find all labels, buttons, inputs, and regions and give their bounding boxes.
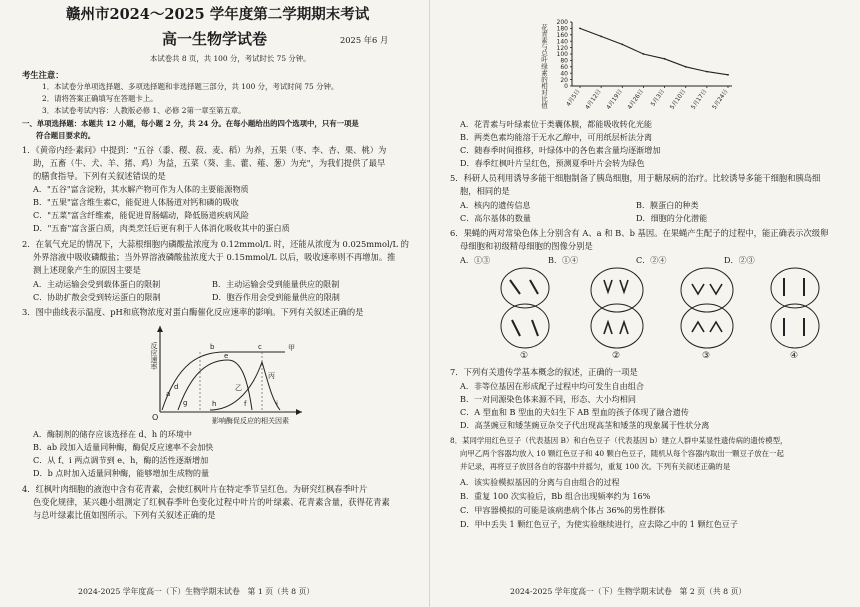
cell-figure-3 — [681, 268, 733, 361]
q3-ylabel: 反应速率 — [150, 342, 158, 370]
q3-origin: O — [152, 413, 159, 422]
q3-label-d: d — [174, 383, 179, 391]
q4-x-tick-label: 4月26日 — [627, 88, 646, 111]
cell-figure-1 — [501, 268, 549, 361]
q2-option-d: D．胞吞作用会受到能量供应的限制 — [212, 292, 340, 302]
exam-subtitle: 高一生物学试卷 — [162, 30, 268, 48]
q4-data-point — [579, 28, 581, 30]
q5-option-a: A．核内的遗传信息 — [460, 200, 531, 210]
q4-data-point — [600, 36, 602, 38]
q3-option-c: C．从 f、i 两点调节到 e、h，酶的活性逐渐增加 — [33, 455, 209, 465]
q7-option-c: C．A 型血和 B 型血的夫妇生下 AB 型血的孩子体现了融合遗传 — [460, 407, 689, 417]
q7-option-d: D．高茎豌豆和矮茎豌豆杂交子代出现高茎和矮茎的现象属于性状分离 — [460, 420, 710, 430]
note-item: 2．请将答案正确填写在答题卡上。 — [42, 94, 158, 103]
q4-data-point — [727, 74, 729, 76]
q4-y-tick-label: 0 — [564, 83, 568, 91]
q4-y-tick-label: 140 — [556, 38, 568, 46]
page-footer: 2024-2025 学年度高一（下）生物学期末试卷 第 1 页（共 8 页） — [78, 587, 315, 596]
q4-stem: 与总叶绿素比值如图所示。下列有关叙述正确的是 — [33, 510, 216, 520]
q1-option-d: D．"五畜"富含蛋白质，肉类烹饪后更有利于人体消化吸收其中的蛋白质 — [33, 223, 290, 233]
q6-option-d: D．②③ — [724, 255, 755, 265]
q8-stem: 8．某同学用红色豆子（代表基因 B）和白色豆子（代表基因 b）建立人群中某显性遗传病的遗传模型， — [450, 436, 788, 445]
q1-stem: 1．《黄帝内经·素问》中提到："五谷（黍、稷、菽、麦、稻）为养，五果（枣、李、杏、栗、桃）为 — [22, 145, 387, 155]
cell-figure-1-label: ① — [520, 351, 529, 361]
q4-option-d: D．春季红枫叶片呈红色，预测夏季叶片会转为绿色 — [460, 158, 645, 168]
q5-stem: 5．科研人员利用诱导多能干细胞制备了胰岛细胞，用于糖尿病的治疗。比较诱导多能干细胞和胰岛细 — [450, 173, 821, 183]
section-heading-cont: 符合题目要求的。 — [36, 131, 96, 140]
q8-stem: 并记录，再将豆子放回各自的容器中并摇匀，重复 100 次。下列有关叙述正确的是 — [460, 462, 731, 471]
q8-option-c: C．甲容器模拟的可能是该病患病个体占 36%的男性群体 — [460, 505, 665, 515]
exam-info: 本试卷共 8 页，共 100 分，考试时长 75 分钟。 — [150, 54, 311, 63]
q4-y-tick-label: 60 — [560, 64, 568, 71]
notes-heading: 考生注意： — [22, 70, 64, 80]
q3-label-jia: 甲 — [288, 344, 295, 352]
q1-stem: 的膳食指导。下列有关叙述错误的是 — [33, 171, 166, 181]
q4-y-tick-label: 120 — [556, 44, 568, 52]
q6-option-c: C．②④ — [636, 255, 667, 265]
q4-y-tick-label: 40 — [560, 70, 568, 78]
cell-figure-2-label: ② — [612, 351, 621, 361]
exam-date: 2025 年6 月 — [340, 35, 389, 45]
q8-option-b: B．重复 100 次实验后，Bb 组合出现频率约为 16% — [460, 491, 651, 501]
q3-label-e: e — [224, 352, 229, 360]
q4-y-tick-label: 160 — [556, 32, 568, 39]
q7-option-b: B．一对同源染色体来源不同，形态、大小均相同 — [460, 394, 636, 404]
q2-stem: 2．在氧气充足的情况下，大蒜根细胞内磷酸盐浓度为 0.12mmol/L 时，还能从浓度为 0.025mmol/L 的 — [22, 239, 409, 249]
q3-label-h: h — [212, 400, 217, 408]
q2-option-c: C．协助扩散会受到转运蛋白的限制 — [33, 292, 161, 302]
q3-stem: 3．图中曲线表示温度、pH和底物浓度对蛋白酶催化反应速率的影响。下列有关叙述正确的是 — [22, 307, 364, 317]
q4-data-point — [621, 44, 623, 46]
q7-stem: 7．下列有关遗传学基本概念的叙述，正确的一项是 — [450, 367, 638, 377]
q6-option-a: A．①③ — [460, 255, 491, 265]
q4-x-tick-label: 5月3日 — [650, 88, 667, 108]
q4-data-point — [664, 58, 666, 60]
q4-stem: 4．红枫叶肉细胞的液泡中含有花青素，会使红枫叶片在特定季节呈红色。为研究红枫春季叶片 — [22, 484, 368, 494]
q4-x-tick-label: 5月17日 — [690, 88, 709, 111]
q3-label-a: a — [166, 390, 171, 398]
q4-x-tick-label: 4月19日 — [606, 88, 624, 111]
q3-label-b: b — [210, 343, 215, 351]
q5-stem: 胞，相同的是 — [460, 186, 510, 196]
note-item: 3．本试卷考试内容：人教版必修 1、必修 2第一章至第五章。 — [42, 106, 246, 115]
note-item: 1．本试卷分单项选择题、多项选择题和非选择题三部分，共 100 分，考试时间 75 分钟。 — [42, 82, 339, 91]
q8-stem: 向甲乙两个容器均放入 10 颗红色豆子和 40 颗白色豆子，随机从每个容器内取出一颗豆子放在一起 — [460, 449, 784, 458]
q3-option-d: D．b 点时加入适量同种酶，能够增加生成物的量 — [33, 468, 210, 478]
page-footer: 2024-2025 学年度高一（下）生物学期末试卷 第 2 页（共 8 页） — [510, 587, 747, 596]
q8-option-d: D．甲中丢失 1 颗红色豆子，为使实验继续进行，应去除乙中的 1 颗红色豆子 — [460, 519, 738, 529]
q3-label-g: g — [183, 399, 188, 407]
q2-stem: 测上述现象产生的原因主要是 — [33, 265, 141, 275]
q4-x-tick-label: 5月24日 — [711, 88, 730, 111]
q1-option-c: C．"五菜"富含纤维素，能促进胃肠蠕动，降低肠道疾病风险 — [33, 210, 249, 220]
cell-figure-3-label: ③ — [702, 351, 711, 361]
q7-option-a: A．非等位基因在形成配子过程中均可发生自由组合 — [460, 381, 644, 391]
q4-y-tick-label: 180 — [556, 25, 568, 33]
q4-x-tick-label: 4月5日 — [565, 88, 582, 108]
q4-y-tick-label: 20 — [560, 76, 568, 84]
q5-option-c: C．高尔基体的数量 — [460, 213, 531, 223]
q4-stem: 色变化规律，某兴趣小组测定了红枫春季叶色变化过程中叶片的叶绿素、花青素含量，获得花青素 — [33, 497, 390, 507]
q3-label-c: c — [258, 343, 262, 351]
q4-x-tick-label: 4月12日 — [584, 88, 603, 111]
q3-enzyme-graph — [140, 322, 310, 426]
q6-cell-figures — [470, 266, 840, 362]
q3-label-bing: 丙 — [268, 372, 275, 380]
q2-option-b: B．主动运输会受到能量供应的限制 — [212, 279, 340, 289]
q2-stem: 外界溶液中吸收磷酸盐；当外界溶液磷酸盐浓度大于 0.15mmol/L 以后，吸收速率则不再增加。推 — [33, 252, 396, 262]
section-heading: 一、单项选择题：本题共 12 小题，每小题 2 分，共 24 分。在每小题给出的四个选项中，只有一项是 — [22, 119, 359, 128]
cell-figure-4 — [771, 268, 819, 361]
q4-y-tick-label: 100 — [556, 51, 568, 59]
q3-xlabel: 影响酶促反应的相关因素 — [212, 417, 289, 425]
q1-stem: 助，五畜（牛、犬、羊、猪、鸡）为益，五菜（葵、韭、藿、薤、葱）为充"，为我们提供了最早 — [33, 158, 386, 168]
q3-label-yi: 乙 — [235, 384, 242, 392]
q6-stem: 6．果蝇的两对常染色体上分别含有 A、a 和 B、b 基因。在果蝇产生配子的过程中，能正确表示次级卵 — [450, 228, 829, 238]
q4-data-point — [643, 53, 645, 55]
q1-option-b: B．"五果"富含维生素C，能促进人体肠道对钙和磷的吸收 — [33, 197, 239, 207]
q4-chart-ylabel: 花青素与总叶绿素的相对比值 — [540, 24, 548, 109]
q4-series-line — [580, 28, 728, 74]
q4-data-point — [706, 71, 708, 73]
q4-y-tick-label: 200 — [556, 19, 568, 27]
q4-ratio-chart — [538, 18, 738, 116]
q5-option-d: D．细胞的分化潜能 — [636, 213, 708, 223]
cell-figure-2 — [591, 268, 643, 361]
q6-stem: 母细胞和初级精母细胞的图像分别是 — [460, 241, 593, 251]
q6-option-b: B．①④ — [548, 255, 579, 265]
q5-option-b: B．膜蛋白的种类 — [636, 200, 699, 210]
cell-figure-4-label: ④ — [790, 351, 799, 361]
q4-y-tick-label: 80 — [560, 57, 568, 65]
q4-option-a: A．花青素与叶绿素位于类囊体膜，都能吸收转化光能 — [460, 119, 653, 129]
q3-option-b: B．ab 段加入适量同种酶，酶促反应速率不会加快 — [33, 442, 214, 452]
q3-label-i: i — [276, 400, 278, 408]
q3-label-f: f — [244, 400, 247, 408]
q4-data-point — [685, 66, 687, 68]
q4-option-c: C．随春季时间推移，叶绿体中的各色素含量均逐渐增加 — [460, 145, 661, 155]
q2-option-a: A．主动运输会受到载体蛋白的限制 — [33, 279, 161, 289]
q4-x-tick-label: 5月10日 — [669, 88, 688, 111]
exam-title: 赣州市2024～2025 学年度第二学期期末考试 — [66, 6, 370, 23]
q8-option-a: A．该实验模拟基因的分离与自由组合的过程 — [460, 477, 620, 487]
page-2 — [430, 0, 860, 607]
q1-option-a: A．"五谷"富含淀粉，其水解产物可作为人体的主要能源物质 — [33, 184, 249, 194]
q4-option-b: B．两类色素均能溶于无水乙醇中，可用纸层析法分离 — [460, 132, 653, 142]
q3-option-a: A．酶制剂的储存应该选择在 d、h 的环境中 — [33, 429, 192, 439]
